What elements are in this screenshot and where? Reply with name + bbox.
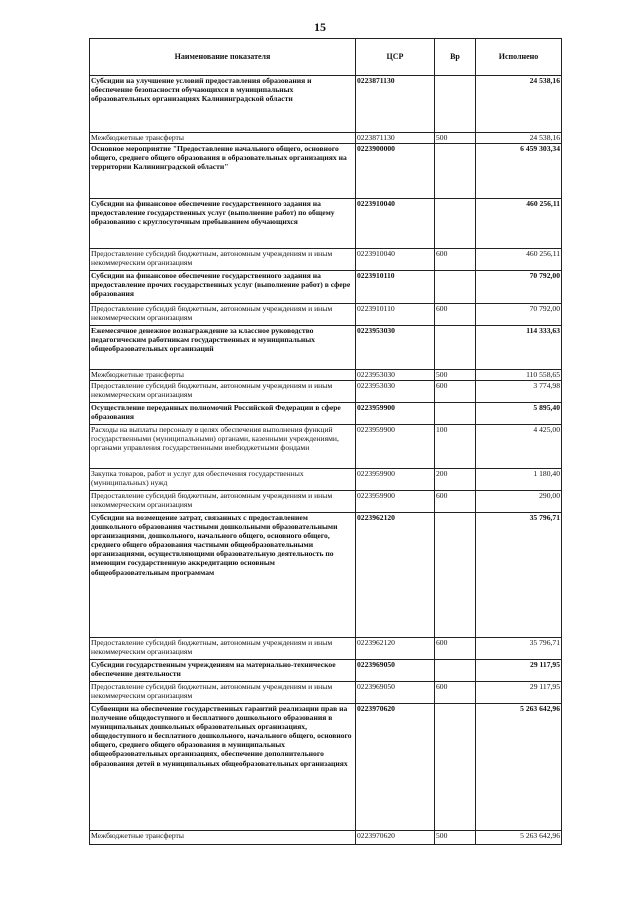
row-vr <box>435 271 476 304</box>
row-csr: 0223871130 <box>356 76 435 133</box>
row-name: Предоставление субсидий бюджетным, автономным учреждениям и иным некоммерческим организациям <box>90 381 356 403</box>
row-csr: 0223969050 <box>356 682 435 704</box>
row-vr: 600 <box>435 682 476 704</box>
row-csr: 0223959900 <box>356 403 435 425</box>
row-vr <box>435 403 476 425</box>
table-row <box>90 304 562 326</box>
row-vr: 500 <box>435 831 476 845</box>
row-vr: 500 <box>435 370 476 381</box>
row-name: Субсидии на финансовое обеспечение государственного задания на предоставление государственных услуг (выполнение работ) по общему образованию с круглосуточным пребыванием обучающихся <box>90 199 356 249</box>
row-vr <box>435 660 476 682</box>
row-name: Осуществление переданных полномочий Российской Федерации в сфере образования <box>90 403 356 425</box>
row-vr <box>435 199 476 249</box>
row-amount: 70 792,00 <box>476 304 562 326</box>
row-vr: 600 <box>435 249 476 271</box>
row-name: Расходы на выплаты персоналу в целях обеспечения выполнения функций государственными (муниципальными) органами, казенными учреждениями, органами управления государственными внебюджетными фондами <box>90 425 356 469</box>
row-name: Предоставление субсидий бюджетным, автономным учреждениям и иным некоммерческим организациям <box>90 249 356 271</box>
table-row <box>90 144 562 199</box>
row-csr: 0223910040 <box>356 199 435 249</box>
row-amount: 70 792,00 <box>476 271 562 304</box>
budget-table <box>89 38 562 845</box>
row-amount: 29 117,95 <box>476 660 562 682</box>
row-vr: 200 <box>435 469 476 491</box>
row-csr: 0223970620 <box>356 831 435 845</box>
table-row <box>90 199 562 249</box>
row-vr <box>435 513 476 638</box>
row-name: Субсидии на финансовое обеспечение государственного задания на предоставление прочих государственных услуг (выполнение работ) в сфере образования <box>90 271 356 304</box>
row-csr: 0223962120 <box>356 513 435 638</box>
row-csr: 0223900000 <box>356 144 435 199</box>
row-amount: 35 796,71 <box>476 638 562 660</box>
header-csr: ЦСР <box>356 39 435 76</box>
row-csr: 0223953030 <box>356 326 435 370</box>
row-amount: 3 774,98 <box>476 381 562 403</box>
row-amount: 114 333,63 <box>476 326 562 370</box>
row-csr: 0223910040 <box>356 249 435 271</box>
row-name: Субсидии государственным учреждениям на материально-техническое обеспечение деятельности <box>90 660 356 682</box>
row-amount: 1 180,40 <box>476 469 562 491</box>
table-row <box>90 704 562 831</box>
row-amount: 4 425,00 <box>476 425 562 469</box>
table-row <box>90 403 562 425</box>
header-amount: Исполнено <box>476 39 562 76</box>
row-name: Предоставление субсидий бюджетным, автономным учреждениям и иным некоммерческим организациям <box>90 638 356 660</box>
row-vr <box>435 76 476 133</box>
table-row <box>90 682 562 704</box>
row-name: Межбюджетные трансферты <box>90 133 356 144</box>
row-csr: 0223959900 <box>356 469 435 491</box>
row-csr: 0223959900 <box>356 425 435 469</box>
header-row <box>90 39 562 76</box>
row-amount: 5 263 642,96 <box>476 704 562 831</box>
row-name: Закупка товаров, работ и услуг для обеспечения государственных (муниципальных) нужд <box>90 469 356 491</box>
row-csr: 0223871130 <box>356 133 435 144</box>
row-name: Предоставление субсидий бюджетным, автономным учреждениям и иным некоммерческим организациям <box>90 304 356 326</box>
table-row <box>90 76 562 133</box>
row-vr: 600 <box>435 304 476 326</box>
row-vr <box>435 144 476 199</box>
row-amount: 6 459 303,34 <box>476 144 562 199</box>
table-row <box>90 133 562 144</box>
table-row <box>90 491 562 513</box>
row-name: Основное мероприятие "Предоставление начального общего, основного общего, среднего общего образования в образовательных организациях на территории Калининградской области" <box>90 144 356 199</box>
row-csr: 0223969050 <box>356 660 435 682</box>
table-row <box>90 660 562 682</box>
table-row <box>90 370 562 381</box>
row-csr: 0223953030 <box>356 370 435 381</box>
row-name: Субсидии на улучшение условий предоставления образования и обеспечение безопасности обучающихся в муниципальных образовательных организациях Калининградской области <box>90 76 356 133</box>
table-row <box>90 638 562 660</box>
row-vr: 100 <box>435 425 476 469</box>
row-csr: 0223962120 <box>356 638 435 660</box>
page-number: 15 <box>314 20 326 34</box>
table-row <box>90 381 562 403</box>
row-csr: 0223959900 <box>356 491 435 513</box>
row-amount: 24 538,16 <box>476 76 562 133</box>
row-amount: 460 256,11 <box>476 199 562 249</box>
header-vr: Вр <box>435 39 476 76</box>
row-csr: 0223970620 <box>356 704 435 831</box>
row-name: Предоставление субсидий бюджетным, автономным учреждениям и иным некоммерческим организациям <box>90 682 356 704</box>
row-name: Межбюджетные трансферты <box>90 370 356 381</box>
row-vr <box>435 704 476 831</box>
row-csr: 0223953030 <box>356 381 435 403</box>
row-vr: 600 <box>435 638 476 660</box>
header-name: Наименование показателя <box>90 39 356 76</box>
row-name: Субсидии на возмещение затрат, связанных с предоставлением дошкольного образования частными дошкольными образовательными организациями, дошкольного, начального общего, основного общего, среднего общего образования частными общеобразовательными организациями, осуществляющими образовательную деятельность по имеющим государственную аккредитацию основным общеобразовательным программам <box>90 513 356 638</box>
table-row <box>90 271 562 304</box>
table-row <box>90 469 562 491</box>
row-vr: 600 <box>435 491 476 513</box>
row-name: Предоставление субсидий бюджетным, автономным учреждениям и иным некоммерческим организациям <box>90 491 356 513</box>
row-amount: 5 895,40 <box>476 403 562 425</box>
row-name: Субвенции на обеспечение государственных гарантий реализации прав на получение общедоступного и бесплатного дошкольного образования в муниципальных дошкольных образовательных организациях, общедоступного и бесплатного дошкольного, начального общего, основного общего, среднего общего образования в муниципальных общеобразовательных организациях, обеспечение дополнительного образования детей в муниципальных общеобразовательных организациях <box>90 704 356 831</box>
row-amount: 290,00 <box>476 491 562 513</box>
row-amount: 24 538,16 <box>476 133 562 144</box>
row-name: Межбюджетные трансферты <box>90 831 356 845</box>
row-name: Ежемесячное денежное вознаграждение за классное руководство педагогическим работникам государственных и муниципальных общеобразовательных организаций <box>90 326 356 370</box>
table-row <box>90 425 562 469</box>
row-vr <box>435 326 476 370</box>
row-amount: 460 256,11 <box>476 249 562 271</box>
table-row <box>90 249 562 271</box>
row-amount: 110 558,65 <box>476 370 562 381</box>
table-row <box>90 513 562 638</box>
row-amount: 5 263 642,96 <box>476 831 562 845</box>
table-row <box>90 831 562 845</box>
row-vr: 500 <box>435 133 476 144</box>
table-row <box>90 326 562 370</box>
row-csr: 0223910110 <box>356 271 435 304</box>
row-amount: 29 117,95 <box>476 682 562 704</box>
row-vr: 600 <box>435 381 476 403</box>
row-amount: 35 796,71 <box>476 513 562 638</box>
row-csr: 0223910110 <box>356 304 435 326</box>
